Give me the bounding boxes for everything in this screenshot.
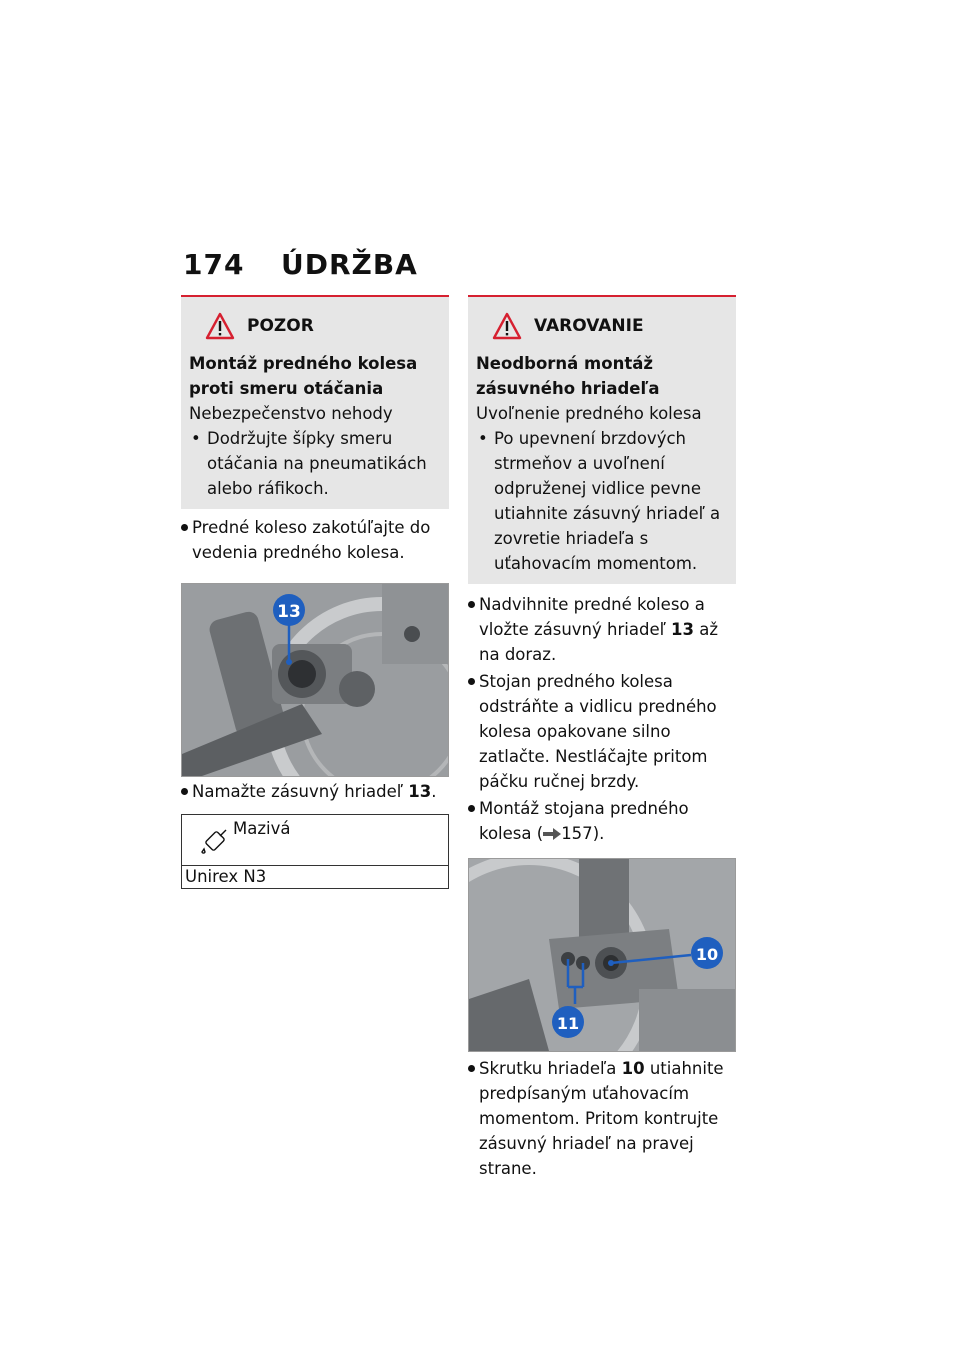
warning-triangle-icon (492, 312, 522, 340)
warning-heading: Neodborná montáž zásuvného hriadeľa (476, 354, 660, 398)
caution-header (205, 311, 441, 341)
step-lift-wheel (468, 592, 736, 667)
lubricant-header (182, 815, 448, 866)
page-ref[interactable]: 157 (561, 824, 593, 843)
step-end: . (431, 782, 437, 801)
step-text: Stojan predného kolesa odstráňte a vidlicu predného kolesa opakovane silno zatlačte. Nestláčajte pritom páčku ručnej brzdy. (479, 672, 717, 791)
warning-triangle-icon (205, 312, 235, 340)
page-reference-arrow-icon (543, 828, 561, 840)
callout-11: 11 (556, 1014, 580, 1033)
step-roll-wheel (181, 515, 449, 565)
axle-illustration (182, 584, 448, 776)
bullet-dot (181, 788, 188, 795)
bullet-dot (468, 1065, 475, 1072)
callout-10: 10 (695, 945, 719, 964)
lubricant-icon (200, 825, 230, 855)
step-end: až na doraz. (479, 620, 719, 664)
caution-bullet: • Dodržujte šípky smeru otáčania na pneumatikách alebo ráfikoch. (189, 426, 441, 501)
right-column (468, 295, 736, 1181)
page-number: 174 (183, 248, 245, 281)
lubricant-value: Unirex N3 (185, 867, 267, 886)
callout-13: 13 (277, 602, 301, 622)
ref-10: 10 (621, 1059, 645, 1078)
step-end: ). (592, 824, 605, 843)
warning-label: VAROVANIE (534, 316, 644, 336)
caution-heading: Montáž predného kolesa proti smeru otáčania (189, 354, 418, 398)
step-text: Predné koleso zakotúľajte do vedenia predného kolesa. (192, 518, 431, 562)
warning-bullet: • Po upevnení brzdových strmeňov a uvoľnení odpruženej vidlice pevne utiahnite zásuvný hriadeľ a zovretie hriadeľa s uťahovacím momentom. (476, 426, 728, 576)
step-text: Nadvihnite predné koleso a vložte zásuvný hriadeľ (479, 595, 705, 639)
warning-hazard: Uvoľnenie predného kolesa (476, 404, 702, 423)
lubricant-label: Mazivá (233, 819, 291, 838)
step-mount-stand (468, 796, 736, 846)
ref-13: 13 (408, 782, 432, 801)
axle-photo (181, 583, 449, 777)
warning-header (492, 311, 728, 341)
step-end: utiahnite predpísaným uťahovacím momentom. Pritom kontrujte zásuvný hriadeľ na pravej strane. (479, 1059, 724, 1178)
step-remove-stand (468, 669, 736, 794)
ref-13: 13 (671, 620, 694, 639)
step-lubricate (181, 779, 449, 804)
step-text: Namažte zásuvný hriadeľ (192, 782, 409, 801)
caution-label: POZOR (247, 316, 314, 336)
bullet-dot (468, 805, 475, 812)
step-tighten-screw (468, 1056, 736, 1181)
caution-hazard: Nebezpečenstvo nehody (189, 404, 393, 423)
lubricant-table (181, 814, 449, 889)
chapter-title: ÚDRŽBA (281, 248, 418, 281)
warning-box (468, 295, 736, 584)
bullet-dot (468, 678, 475, 685)
bullet-dot (468, 601, 475, 608)
axle-clamp-photo (468, 858, 736, 1052)
caution-box (181, 295, 449, 509)
axle-clamp-illustration (469, 859, 735, 1051)
step-text: Montáž stojana predného kolesa ( (479, 799, 689, 843)
step-text: Skrutku hriadeľa (479, 1059, 622, 1078)
bullet-dot (181, 524, 188, 531)
left-column (181, 295, 449, 889)
